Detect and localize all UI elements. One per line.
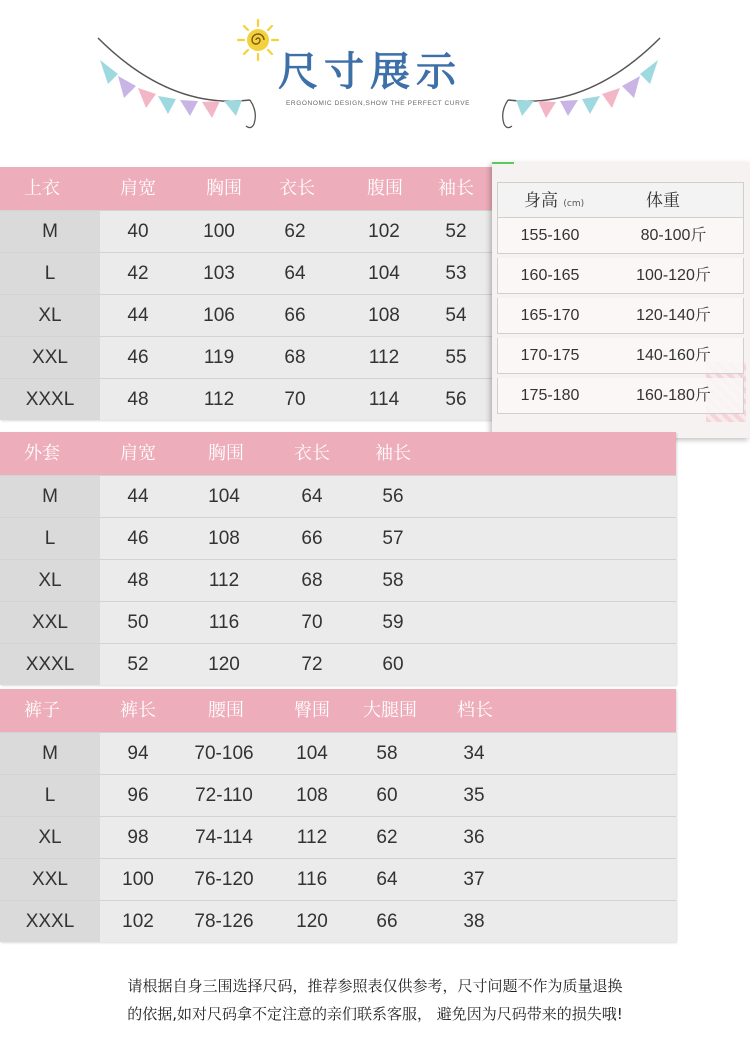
table-row <box>0 858 676 900</box>
value-cell: 54 <box>445 305 467 326</box>
weight-header: 体重 <box>646 191 680 211</box>
size-cell: XL <box>0 560 100 601</box>
header-cell: 胸围 <box>208 443 244 464</box>
sun-icon <box>236 18 280 62</box>
outerwear-table-header <box>0 432 676 475</box>
value-cell: 108 <box>296 785 328 806</box>
value-cell: 55 <box>445 347 467 368</box>
value-cell: 48 <box>127 570 149 591</box>
value-cell: 44 <box>127 305 149 326</box>
height-weight-row <box>497 258 744 294</box>
value-cell: 119 <box>203 347 235 368</box>
value-cell: 46 <box>127 347 149 368</box>
size-cell: XXL <box>0 859 100 900</box>
value-cell: 50 <box>127 612 149 633</box>
value-cell: 70 <box>284 389 306 410</box>
value-cell: 100 <box>122 869 154 890</box>
weight-cell: 100-120斤 <box>636 267 711 284</box>
value-cell: 100 <box>203 221 235 242</box>
size-cell: L <box>0 775 100 816</box>
value-cell: 64 <box>284 263 306 284</box>
height-cell: 160-165 <box>520 267 580 284</box>
header-cell: 腰围 <box>208 700 244 721</box>
size-cell: M <box>0 211 100 252</box>
value-cell: 64 <box>376 869 398 890</box>
header-cell: 外套 <box>24 443 60 464</box>
value-cell: 108 <box>208 528 240 549</box>
size-cell: XL <box>0 295 100 336</box>
size-cell: L <box>0 518 100 559</box>
height-weight-row <box>497 218 744 254</box>
height-weight-row <box>497 338 744 374</box>
value-cell: 78-126 <box>194 911 254 932</box>
value-cell: 112 <box>296 827 328 848</box>
header-cell: 衣长 <box>279 178 315 199</box>
size-cell: L <box>0 253 100 294</box>
size-cell: M <box>0 476 100 517</box>
value-cell: 103 <box>203 263 235 284</box>
value-cell: 68 <box>301 570 323 591</box>
value-cell: 112 <box>368 347 400 368</box>
value-cell: 116 <box>208 612 240 633</box>
header-cell: 袖长 <box>375 443 411 464</box>
value-cell: 66 <box>376 911 398 932</box>
value-cell: 70 <box>301 612 323 633</box>
value-cell: 114 <box>368 389 400 410</box>
page-header <box>0 0 750 150</box>
height-cell: 155-160 <box>520 227 580 244</box>
value-cell: 98 <box>127 827 149 848</box>
header-cell: 裤子 <box>24 700 60 721</box>
value-cell: 58 <box>382 570 404 591</box>
value-cell: 46 <box>127 528 149 549</box>
value-cell: 66 <box>301 528 323 549</box>
value-cell: 48 <box>127 389 149 410</box>
value-cell: 104 <box>368 263 400 284</box>
header-cell: 衣长 <box>294 443 330 464</box>
value-cell: 72-110 <box>195 785 253 806</box>
page-subtitle: ERGONOMIC DESIGN,SHOW THE PERFECT CURVE <box>286 100 471 107</box>
weight-cell: 120-140斤 <box>636 307 711 324</box>
height-weight-panel <box>492 162 750 438</box>
value-cell: 96 <box>127 785 149 806</box>
value-cell: 38 <box>463 911 485 932</box>
value-cell: 52 <box>445 221 467 242</box>
weight-cell: 140-160斤 <box>636 347 711 364</box>
value-cell: 68 <box>284 347 306 368</box>
value-cell: 42 <box>127 263 149 284</box>
value-cell: 72 <box>301 654 323 675</box>
value-cell: 94 <box>127 743 149 764</box>
table-row <box>0 517 676 559</box>
value-cell: 70-106 <box>194 743 254 764</box>
weight-cell: 160-180斤 <box>636 387 711 404</box>
value-cell: 40 <box>127 221 149 242</box>
size-disclaimer-line-2: 的依据,如对尺码拿不定注意的亲们联系客服， 避免因为尺码带来的损失哦! <box>127 1005 623 1023</box>
value-cell: 120 <box>208 654 240 675</box>
value-cell: 58 <box>376 743 398 764</box>
value-cell: 116 <box>296 869 328 890</box>
value-cell: 34 <box>463 743 485 764</box>
header-cell: 肩宽 <box>120 443 156 464</box>
value-cell: 120 <box>296 911 328 932</box>
value-cell: 104 <box>296 743 328 764</box>
header-cell: 腹围 <box>367 178 403 199</box>
value-cell: 112 <box>203 389 235 410</box>
table-row <box>0 900 676 942</box>
table-row <box>0 475 676 517</box>
value-cell: 74-114 <box>195 827 253 848</box>
value-cell: 44 <box>127 486 149 507</box>
value-cell: 53 <box>445 263 467 284</box>
value-cell: 57 <box>382 528 404 549</box>
value-cell: 62 <box>376 827 398 848</box>
size-cell: XL <box>0 817 100 858</box>
height-cell: 170-175 <box>520 347 580 364</box>
height-weight-header <box>497 182 744 218</box>
table-row <box>0 601 676 643</box>
height-unit: (cm) <box>563 199 585 209</box>
height-header <box>524 183 584 222</box>
value-cell: 62 <box>284 221 306 242</box>
header-cell: 上衣 <box>24 178 60 199</box>
value-cell: 76-120 <box>194 869 254 890</box>
size-cell: M <box>0 733 100 774</box>
height-weight-row <box>497 378 744 414</box>
table-row <box>0 643 676 685</box>
value-cell: 106 <box>203 305 235 326</box>
value-cell: 66 <box>284 305 306 326</box>
size-cell: XXXL <box>0 379 100 420</box>
size-cell: XXXL <box>0 901 100 942</box>
header-cell: 肩宽 <box>120 178 156 199</box>
weight-cell: 80-100斤 <box>640 227 707 244</box>
size-cell: XXL <box>0 337 100 378</box>
accent-line <box>492 162 514 164</box>
value-cell: 64 <box>301 486 323 507</box>
header-cell: 裤长 <box>120 700 156 721</box>
size-cell: XXL <box>0 602 100 643</box>
value-cell: 56 <box>445 389 467 410</box>
page-title: 尺寸展示 <box>278 49 462 95</box>
header-cell: 袖长 <box>438 178 474 199</box>
value-cell: 52 <box>127 654 149 675</box>
table-row <box>0 816 676 858</box>
height-cell: 175-180 <box>520 387 580 404</box>
value-cell: 112 <box>208 570 240 591</box>
table-row <box>0 559 676 601</box>
header-cell: 大腿围 <box>363 700 417 721</box>
height-label: 身高 <box>524 191 558 211</box>
value-cell: 108 <box>368 305 400 326</box>
pants-table-header <box>0 689 676 732</box>
value-cell: 35 <box>463 785 485 806</box>
value-cell: 37 <box>463 869 485 890</box>
size-disclaimer-line-1: 请根据自身三围选择尺码，推荐参照表仅供参考，尺寸问题不作为质量退换 <box>127 977 623 995</box>
header-cell: 臀围 <box>294 700 330 721</box>
value-cell: 59 <box>382 612 404 633</box>
height-weight-row <box>497 298 744 334</box>
value-cell: 104 <box>208 486 240 507</box>
value-cell: 60 <box>382 654 404 675</box>
height-cell: 165-170 <box>520 307 580 324</box>
pants-size-table <box>0 689 676 942</box>
header-cell: 胸围 <box>206 178 242 199</box>
value-cell: 60 <box>376 785 398 806</box>
value-cell: 102 <box>368 221 400 242</box>
outerwear-size-table <box>0 432 676 685</box>
value-cell: 56 <box>382 486 404 507</box>
header-cell: 档长 <box>457 700 493 721</box>
size-cell: XXXL <box>0 644 100 685</box>
table-row <box>0 774 676 816</box>
bunting-right-decoration <box>488 0 668 140</box>
value-cell: 102 <box>122 911 154 932</box>
table-row <box>0 732 676 774</box>
value-cell: 36 <box>463 827 485 848</box>
